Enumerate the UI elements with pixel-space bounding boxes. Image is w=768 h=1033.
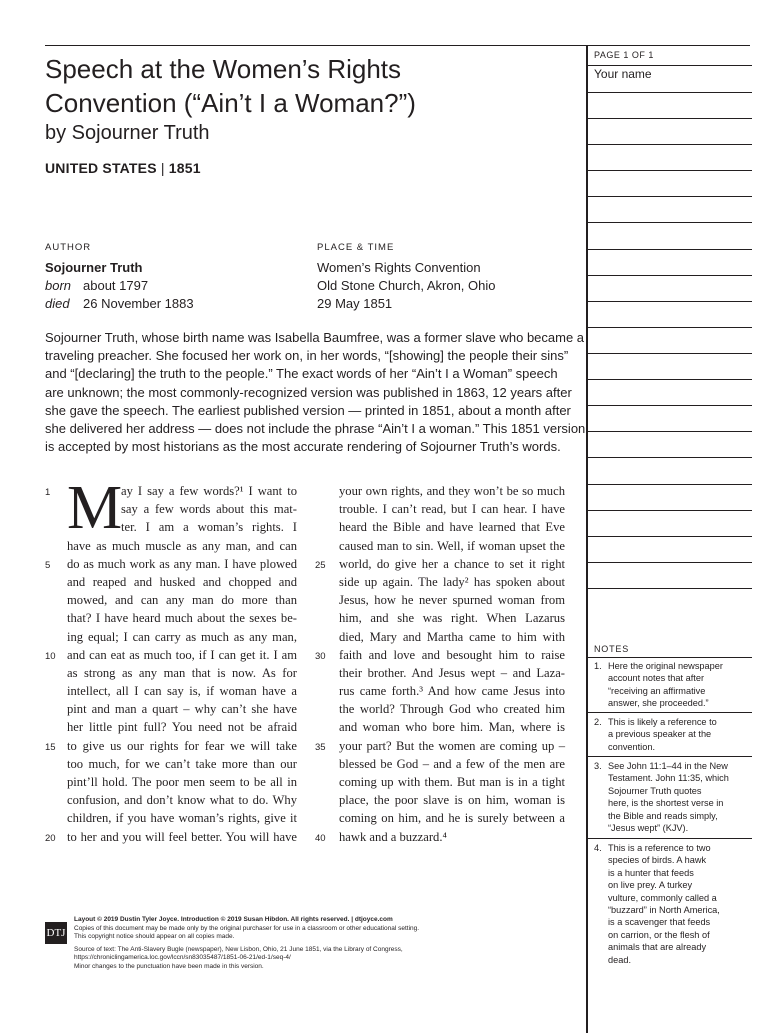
born-value: about 1797 (83, 278, 149, 293)
place-line-1: Women’s Rights Convention (317, 260, 481, 275)
speech-line: ay I say a few words?¹ I want to (121, 484, 297, 498)
writing-line[interactable] (588, 588, 752, 589)
died-line (45, 295, 194, 313)
note-line: the Bible and reads simply, (608, 810, 718, 821)
note-rule (588, 838, 752, 839)
speech-line: intellect, all I can say is, if woman have a (67, 684, 297, 699)
speech-line: coming on him, and he is surely between a (339, 811, 565, 826)
note-line: See John 11:1–44 in the New (608, 761, 728, 771)
speech-line: faith and love and besought him to raise (339, 647, 565, 662)
intro-line: are unknown; the most commonly-recognized version was published in 1863, 12 years after (45, 384, 572, 400)
speech-line: and can eat as much too, if I can get it. I am (67, 647, 297, 662)
author-column (45, 242, 194, 313)
author-name: Sojourner Truth (45, 260, 143, 275)
speech-line: do as much work as any man. I have plowed (67, 556, 297, 571)
speech-line: Jesus, how he never spurned woman from (339, 593, 565, 608)
speech-line: died, Mary and Martha came to him with (339, 629, 565, 644)
line-number: 30 (315, 651, 326, 662)
writing-line[interactable] (588, 536, 752, 537)
writing-line[interactable] (588, 457, 752, 458)
speech-line: caused man to sin. Well, if woman upset the (339, 538, 565, 553)
speech-line: coming up with them. But man is in a tight (339, 775, 565, 789)
source-url: https://chroniclingamerica.loc.gov/lccn/sn83035487/1851-06-21/ed-1/seq-4/ (74, 954, 291, 962)
speech-line: mowed, and can any man do more than (67, 593, 297, 608)
drop-cap: M (67, 474, 123, 542)
died-value: 26 November 1883 (83, 296, 194, 311)
speech-line: and woman who bore him. Man, where is (339, 720, 565, 735)
writing-line[interactable] (588, 118, 752, 119)
note-line: “buzzard” in North America, (608, 905, 720, 916)
intro-line: she gave the speech. The earliest published version — printed in 1851, about a month after (45, 402, 571, 418)
note-line: a previous speaker at the (608, 729, 712, 740)
country: UNITED STATES (45, 160, 157, 176)
title-line-1: Speech at the Women’s Rights (45, 54, 402, 84)
speech-line: place, the poor slave is on him, woman is (339, 793, 565, 808)
writing-line[interactable] (588, 170, 752, 171)
note-line: species of birds. A hawk (608, 855, 707, 866)
name-label: Your name (594, 67, 652, 81)
writing-line[interactable] (588, 379, 752, 380)
intro-line: traveling preacher. She focused her work on, in her words, “[showing] the people their sins” (45, 348, 569, 364)
note-line: vulture, commonly called a (608, 892, 717, 903)
speech-line: ing equal; I can carry as much as any man, (67, 629, 297, 644)
note-line: “receiving an affirmative (608, 685, 706, 696)
born-label: born (45, 278, 72, 293)
writing-line[interactable] (588, 353, 752, 354)
writing-line[interactable] (588, 249, 752, 250)
note-line: on live prey. A turkey (608, 880, 693, 891)
speech-line: her little pint full? You need not be afraid (67, 720, 297, 735)
country-year (45, 160, 545, 176)
note-rule (588, 712, 752, 713)
place-column (317, 242, 495, 313)
intro-line: she delivered her address — does not include the phrase “Ain’t I a woman.” This 1851 version (45, 420, 586, 436)
author-label: AUTHOR (45, 242, 92, 253)
notes-rule (588, 657, 752, 658)
writing-line[interactable] (588, 484, 752, 485)
line-number: 25 (315, 560, 326, 571)
page-label: PAGE 1 OF 1 (594, 50, 654, 60)
speech-column-right (339, 482, 565, 846)
speech-line: him, and she was right. When Lazarus (339, 611, 565, 626)
notes-heading: NOTES (594, 644, 630, 654)
year: 1851 (168, 160, 201, 176)
document-header (45, 52, 545, 176)
speech-line: that? I have heard much about the sexes be- (67, 611, 297, 626)
speech-line: heard the Bible and have learned that Eve (339, 520, 565, 535)
speech-line: trouble. I can’t read, but I can hear. I have (339, 502, 565, 517)
line-number: 5 (45, 560, 51, 571)
line-number: 20 (45, 833, 56, 844)
title-line-2: Convention (“Ain’t I a Woman?”) (45, 88, 416, 118)
note-number: 3. (594, 761, 602, 771)
speech-line: and reaped and husked and chopped and (67, 574, 297, 589)
sidebar (586, 45, 752, 1033)
note-line: animals that are already (608, 942, 707, 953)
speech-column-left (67, 474, 297, 846)
born-line (45, 277, 194, 295)
note-line: Sojourner Truth quotes (608, 785, 702, 796)
writing-line[interactable] (588, 275, 752, 276)
speech-line: hawk and a buzzard.⁴ (339, 829, 447, 844)
note-line: account notes that after (608, 673, 705, 684)
intro-line: Sojourner Truth, whose birth name was Isabella Baumfree, was a former slave who became a (45, 330, 585, 345)
line-number: 40 (315, 833, 326, 844)
writing-line[interactable] (588, 196, 752, 197)
copyright-note: This copyright notice should appear on all copies made. (74, 933, 235, 941)
line-number: 35 (315, 742, 326, 753)
writing-line[interactable] (588, 144, 752, 145)
note-line: here, is the shortest verse in (608, 798, 724, 809)
place-label: PLACE & TIME (317, 242, 395, 253)
introduction (45, 329, 586, 456)
writing-line[interactable] (588, 222, 752, 223)
died-label: died (45, 296, 70, 311)
speech-line: world, do give her a chance to set it right (339, 556, 565, 571)
speech-line: too much, for we can’t take more than our (67, 756, 297, 771)
writing-line[interactable] (588, 562, 752, 563)
document-title (45, 52, 545, 120)
writing-line[interactable] (588, 301, 752, 302)
note-text (608, 842, 744, 966)
note-text (608, 660, 744, 710)
intro-line: is accepted by most historians as the most accurate rendering of Sojourner Truth’s words. (45, 439, 561, 455)
note-number: 4. (594, 843, 602, 853)
dtj-logo: DTJ (45, 922, 67, 944)
speech-line: pint and man a quart – why can’t she have (67, 702, 297, 717)
note-line: is a scavenger that feeds (608, 917, 711, 928)
note-line: is a hunter that feeds (608, 867, 694, 878)
speech-line: to her and you will feel better. You will have (67, 829, 297, 844)
note-line: “Jesus wept” (KJV). (608, 823, 689, 834)
source-line: Source of text: The Anti-Slavery Bugle (newspaper), New Lisbon, Ohio, 21 June 1851, via the Library of Congress, (74, 945, 403, 953)
copyright-line: Layout © 2019 Dustin Tyler Joyce. Introduction © 2019 Susan Hibdon. All rights reserved. | dtjoyce.com (74, 916, 393, 923)
speech-line: have as much muscle as any man, and can (67, 538, 297, 553)
speech-line: the world? Through God who created him (339, 702, 565, 717)
speech-line: your part? But the women are coming up – (339, 738, 565, 753)
note-line: Testament. John 11:35, which (608, 773, 729, 784)
intro-line: and “[declaring] the truth to the people.” The exact words of her “Ain’t I a Woman” speech (45, 366, 558, 382)
note-line: This is a reference to two (608, 843, 711, 853)
note-number: 1. (594, 661, 602, 671)
note-line: Here the original newspaper (608, 661, 723, 671)
speech-line: your own rights, and they won’t be so much (339, 484, 565, 498)
speech-line: rus came forth.³ And how came Jesus into (339, 684, 565, 699)
separator: | (160, 160, 165, 176)
speech-line: ter. I am a woman’s rights. I (121, 520, 297, 535)
note-rule (588, 756, 752, 757)
writing-line[interactable] (588, 431, 752, 432)
note-text (608, 760, 744, 834)
speech-line: blessed be God – and a few of the men are (339, 756, 565, 771)
speech-line: children, if you have woman’s rights, give it (67, 811, 297, 826)
footer-text (74, 916, 544, 972)
copyright-note: Copies of this document may be made only by the original purchaser for use in a classroom or other educational setting. (74, 924, 420, 932)
note-line: answer, she proceeded.” (608, 698, 709, 709)
speech-line: to give us our rights for fear we will take (67, 738, 297, 753)
line-number: 1 (45, 487, 51, 498)
speech-line: confusion, and don’t know what to do. Why (67, 793, 297, 808)
place-line-3: 29 May 1851 (317, 296, 393, 311)
source-note: Minor changes to the punctuation have been made in this version. (74, 962, 264, 970)
writing-line[interactable] (588, 327, 752, 328)
note-line: dead. (608, 954, 631, 965)
byline: by Sojourner Truth (45, 122, 210, 144)
note-line: on carrion, or the flesh of (608, 929, 710, 940)
note-line: convention. (608, 741, 655, 752)
speech-line: as strong as any man that is now. As for (67, 665, 297, 680)
note-number: 2. (594, 717, 602, 727)
place-line-2: Old Stone Church, Akron, Ohio (317, 278, 496, 293)
sidebar-rule (588, 65, 752, 66)
speech-line: their brother. And Jesus wept – and Laza- (339, 665, 565, 680)
line-number: 10 (45, 651, 56, 662)
writing-line[interactable] (588, 92, 752, 93)
writing-line[interactable] (588, 405, 752, 406)
line-number: 15 (45, 742, 56, 753)
speech-line: say a few words about this mat- (121, 502, 297, 517)
speech-line: pint’ll hold. The poor men seem to be all in (67, 775, 297, 789)
speech-line: side up again. The lady² has spoken about (339, 574, 565, 589)
writing-line[interactable] (588, 510, 752, 511)
note-line: This is likely a reference to (608, 717, 717, 727)
note-text (608, 716, 744, 753)
